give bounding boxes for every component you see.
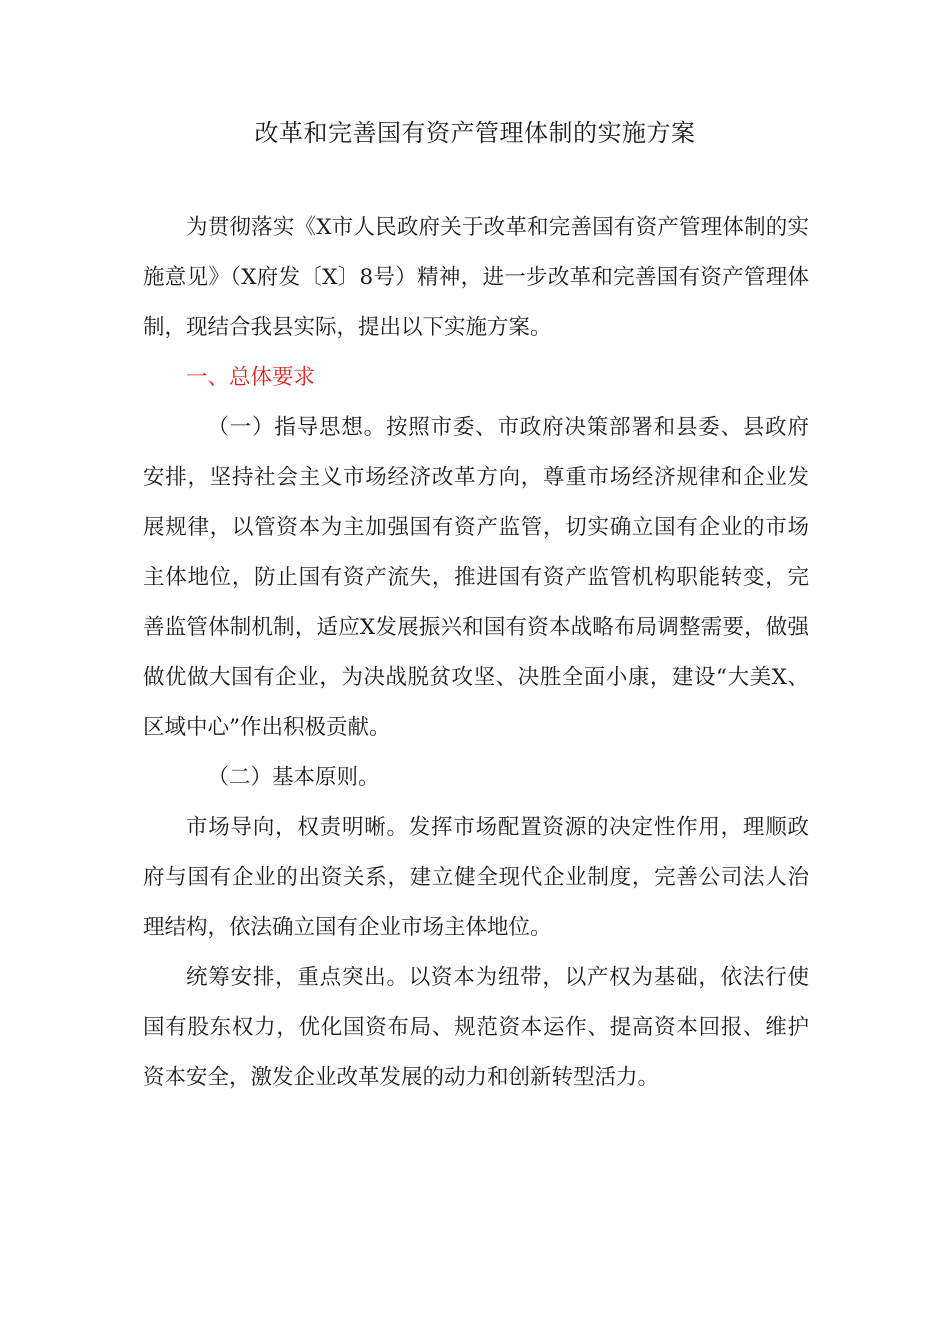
document-title: 改革和完善国有资产管理体制的实施方案 (254, 119, 696, 147)
intro-paragraph: 为贯彻落实《X市人民政府关于改革和完善国有资产管理体制的实施意见》（X府发〔X〕8号）精神，进一步改革和完善国有资产管理体制，现结合我县实际，提出以下实施方案。 (143, 215, 809, 340)
section-heading-general-requirements: 一、总体要求 (186, 365, 316, 390)
principle-market-orientation-paragraph: 市场导向，权责明晰。发挥市场配置资源的决定性作用，理顺政府与国有企业的出资关系，建立健全现代企业制度，完善公司法人治理结构，依法确立国有企业市场主体地位。 (143, 815, 809, 940)
guiding-ideology-paragraph: （一）指导思想。按照市委、市政府决策部署和县委、县政府安排，坚持社会主义市场经济改革方向，尊重市场经济规律和企业发展规律，以管资本为主加强国有资产监管，切实确立国有企业的市场主体地位，防止国有资产流失，推进国有资产监管机构职能转变，完善监管体制机制，适应X发展振兴和国有资本战略布局调整需要，做强做优做大国有企业，为决战脱贫攻坚、决胜全面小康，建设“大美X、区域中心”作出积极贡献。 (143, 415, 809, 740)
basic-principles-heading: （二）基本原则。 (207, 765, 380, 790)
principle-overall-planning-paragraph: 统筹安排，重点突出。以资本为纽带，以产权为基础，依法行使国有股东权力，优化国资布局、规范资本运作、提高资本回报、维护资本安全，激发企业改革发展的动力和创新转型活力。 (143, 965, 809, 1090)
document-body (143, 203, 809, 1103)
